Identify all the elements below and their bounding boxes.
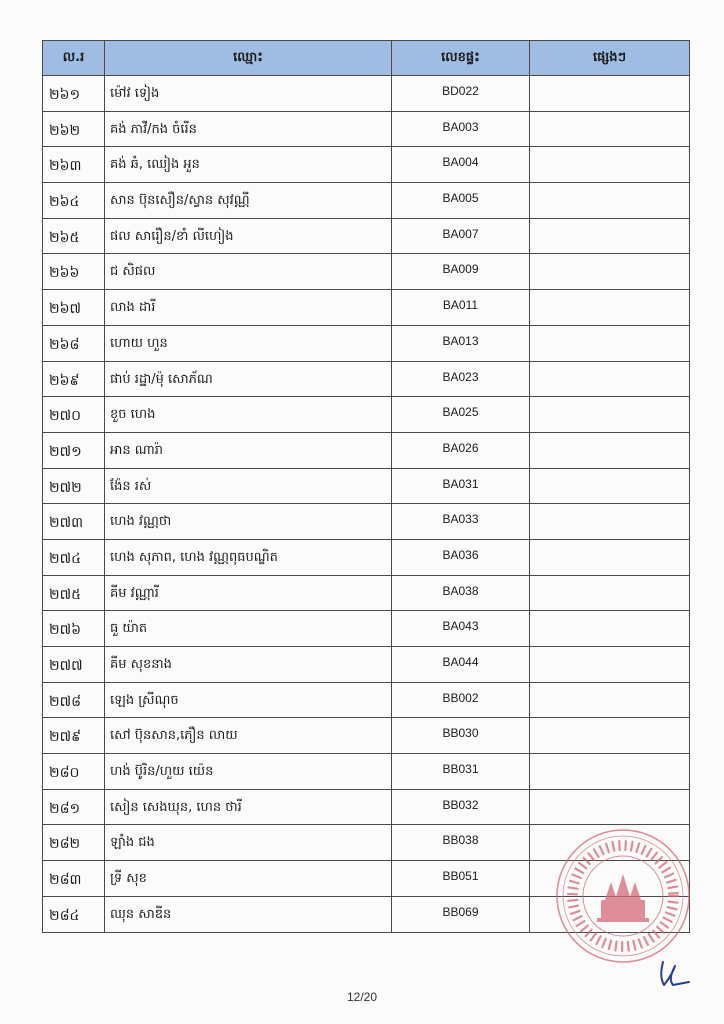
table-row (43, 647, 690, 683)
table-row (43, 325, 690, 361)
table-header-row (43, 41, 690, 76)
other-notes (530, 468, 690, 504)
house-number: BB051 (392, 861, 530, 897)
other-notes (530, 682, 690, 718)
resident-name: គង់ ភាវី/កង ចំរើន (105, 111, 392, 147)
row-number: ២៧២ (43, 468, 105, 504)
house-number: BB002 (392, 682, 530, 718)
other-notes (530, 254, 690, 290)
other-notes (530, 647, 690, 683)
other-notes (530, 111, 690, 147)
other-notes (530, 575, 690, 611)
other-notes (530, 611, 690, 647)
other-notes (530, 218, 690, 254)
house-number: BA003 (392, 111, 530, 147)
house-number: BA011 (392, 290, 530, 326)
row-number: ២៦៩ (43, 361, 105, 397)
other-notes (530, 432, 690, 468)
table-row (43, 111, 690, 147)
table-row (43, 432, 690, 468)
other-notes (530, 76, 690, 112)
table-row (43, 361, 690, 397)
header-name: ឈ្មោះ (105, 41, 392, 76)
resident-name: គង់ ឆំ, ឈៀង អួន (105, 147, 392, 183)
row-number: ២៦៦ (43, 254, 105, 290)
house-number: BD022 (392, 76, 530, 112)
resident-name: ឈុន សាឌីន (105, 896, 392, 932)
resident-name: សៀន សេងឃុន, ហេន ថារី (105, 789, 392, 825)
header-house-number: លេខផ្ទះ (392, 41, 530, 76)
other-notes (530, 789, 690, 825)
row-number: ២៦៥ (43, 218, 105, 254)
other-notes (530, 183, 690, 219)
resident-name: គីម វណ្ណារី (105, 575, 392, 611)
table-row (43, 254, 690, 290)
row-number: ២៦៤ (43, 183, 105, 219)
house-number: BA004 (392, 147, 530, 183)
row-number: ២៦៣ (43, 147, 105, 183)
resident-name: ង៉ែន រស់ (105, 468, 392, 504)
house-number: BA025 (392, 397, 530, 433)
row-number: ២៧៣ (43, 504, 105, 540)
house-number: BA009 (392, 254, 530, 290)
table-row (43, 611, 690, 647)
other-notes (530, 504, 690, 540)
table-row (43, 397, 690, 433)
row-number: ២៨៣ (43, 861, 105, 897)
row-number: ២៧៧ (43, 647, 105, 683)
resident-name: ផល សារឿន/ខាំ លីហៀង (105, 218, 392, 254)
house-number: BA038 (392, 575, 530, 611)
other-notes (530, 361, 690, 397)
table-row (43, 218, 690, 254)
other-notes (530, 147, 690, 183)
row-number: ២៧១ (43, 432, 105, 468)
table-body (43, 76, 690, 933)
house-number: BA031 (392, 468, 530, 504)
header-other: ផ្សេងៗ (530, 41, 690, 76)
table-row (43, 789, 690, 825)
row-number: ២៧៥ (43, 575, 105, 611)
resident-name: ម៉ៅវ ទៀង (105, 76, 392, 112)
signature (655, 958, 695, 990)
other-notes (530, 539, 690, 575)
resident-name: ខួច ហេង (105, 397, 392, 433)
other-notes (530, 325, 690, 361)
house-number: BA033 (392, 504, 530, 540)
row-number: ២៨២ (43, 825, 105, 861)
row-number: ២៨១ (43, 789, 105, 825)
house-number: BA007 (392, 218, 530, 254)
house-number: BB031 (392, 754, 530, 790)
table-row (43, 682, 690, 718)
resident-name: សាន ប៊ុនសឿន/ស្វាន សុវណ្ណី (105, 183, 392, 219)
house-number: BA023 (392, 361, 530, 397)
resident-name: ទ្រី សុខ (105, 861, 392, 897)
row-number: ២៨៤ (43, 896, 105, 932)
page-number: 12/20 (346, 990, 378, 1004)
house-number: BA036 (392, 539, 530, 575)
row-number: ២៦៧ (43, 290, 105, 326)
house-number: BA026 (392, 432, 530, 468)
house-number: BB032 (392, 789, 530, 825)
house-number: BB030 (392, 718, 530, 754)
resident-name: ហង់ ប៊ូរិន/ហួយ យ៉េន (105, 754, 392, 790)
row-number: ២៧៩ (43, 718, 105, 754)
table-row (43, 575, 690, 611)
other-notes (530, 754, 690, 790)
resident-name: អាន ណារ៉ា (105, 432, 392, 468)
table-row (43, 147, 690, 183)
table-row (43, 468, 690, 504)
resident-name: ឡេង ស្រីណុច (105, 682, 392, 718)
other-notes (530, 718, 690, 754)
resident-name: ហេង សុភាព, ហេង វណ្ណពុធបណ្ឌិត (105, 539, 392, 575)
resident-name: ហេង វណ្ណថា (105, 504, 392, 540)
resident-name: ជ សិផល (105, 254, 392, 290)
table-row (43, 504, 690, 540)
house-number: BA043 (392, 611, 530, 647)
resident-name: ហោយ ហួន (105, 325, 392, 361)
house-number: BB038 (392, 825, 530, 861)
other-notes (530, 397, 690, 433)
row-number: ២៨០ (43, 754, 105, 790)
row-number: ២៦៨ (43, 325, 105, 361)
row-number: ២៧៤ (43, 539, 105, 575)
official-seal-stamp (553, 826, 693, 966)
table-row (43, 290, 690, 326)
resident-name: ផាប់ រដ្ឋា/ម៉ុ សោភ័ណ (105, 361, 392, 397)
residents-table (42, 40, 690, 933)
table-row (43, 183, 690, 219)
resident-name: ធួ យ៉ាត (105, 611, 392, 647)
header-number: ល.រ (43, 41, 105, 76)
house-number: BB069 (392, 896, 530, 932)
resident-name: លាង ដារី (105, 290, 392, 326)
row-number: ២៦១ (43, 76, 105, 112)
row-number: ២៧៦ (43, 611, 105, 647)
resident-name: គីម សុខនាង (105, 647, 392, 683)
row-number: ២៧៨ (43, 682, 105, 718)
table-row (43, 754, 690, 790)
resident-name: សៅ ប៊ុនសាន,ភឿន លាយ (105, 718, 392, 754)
resident-name: ឡាំង ជង (105, 825, 392, 861)
other-notes (530, 290, 690, 326)
house-number: BA044 (392, 647, 530, 683)
house-number: BA013 (392, 325, 530, 361)
row-number: ២៦២ (43, 111, 105, 147)
table-row (43, 76, 690, 112)
house-number: BA005 (392, 183, 530, 219)
row-number: ២៧០ (43, 397, 105, 433)
table-row (43, 539, 690, 575)
table-row (43, 718, 690, 754)
